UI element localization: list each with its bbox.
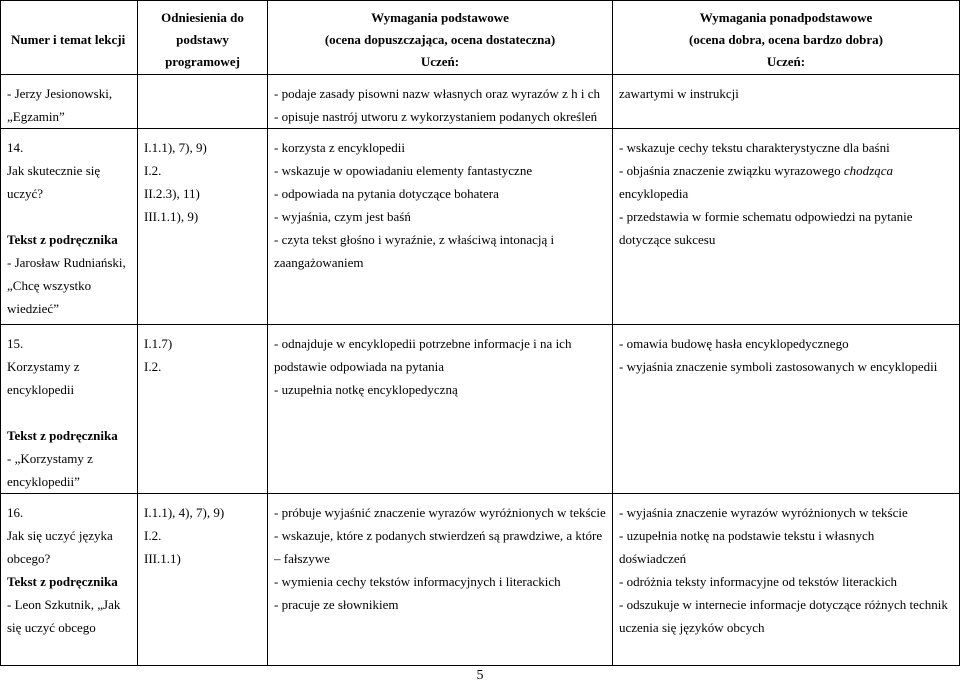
advanced-requirements-cell: zawartymi w instrukcji	[613, 75, 960, 129]
textbook-label: Tekst z podręcznika	[7, 428, 118, 443]
header-advanced-requirements: Wymagania ponadpodstawowe (ocena dobra, ocena bardzo dobra) Uczeń:	[613, 1, 960, 75]
curriculum-cell: I.1.1), 4), 7), 9) I.2. III.1.1)	[138, 494, 268, 666]
header-lesson-topic: Numer i temat lekcji	[1, 1, 138, 75]
table-row	[1, 494, 960, 666]
header-curriculum: Odniesienia do podstawy programowej	[138, 1, 268, 75]
header-basic-requirements: Wymagania podstawowe (ocena dopuszczająca, ocena dostateczna) Uczeń:	[268, 1, 613, 75]
lesson-cell: 16. Jak się uczyć języka obcego? Tekst z podręcznika - Leon Szkutnik, „Jak się uczyć obcego	[1, 494, 138, 666]
lesson-cell: 15. Korzystamy z encyklopedii Tekst z podręcznika - „Korzystamy z encyklopedii”	[1, 325, 138, 494]
curriculum-cell: I.1.7) I.2.	[138, 325, 268, 494]
page-number: 5	[476, 668, 484, 683]
table-row	[1, 129, 960, 325]
advanced-requirements-cell: - wyjaśnia znaczenie wyrazów wyróżnionych w tekście - uzupełnia notkę na podstawie tekstu i własnych doświadczeń - odróżnia teksty informacyjne od tekstów literackich - odszukuje w internecie informacje dotyczące różnych technik uczenia się języków obcych	[613, 494, 960, 666]
basic-requirements-cell: - odnajduje w encyklopedii potrzebne informacje i na ich podstawie odpowiada na pytania - uzupełnia notkę encyklopedyczną	[268, 325, 613, 494]
basic-requirements-cell: - podaje zasady pisowni nazw własnych oraz wyrazów z h i ch - opisuje nastrój utworu z wykorzystaniem podanych określeń	[268, 75, 613, 129]
advanced-requirements-cell: - omawia budowę hasła encyklopedycznego - wyjaśnia znaczenie symboli zastosowanych w encyklopedii	[613, 325, 960, 494]
basic-requirements-cell: - próbuje wyjaśnić znaczenie wyrazów wyróżnionych w tekście - wskazuje, które z podanych stwierdzeń są prawdziwe, a które – fałszywe - wymienia cechy tekstów informacyjnych i literackich - pracuje ze słownikiem	[268, 494, 613, 666]
table-row	[1, 325, 960, 494]
table-header-row	[1, 1, 960, 75]
curriculum-cell	[138, 75, 268, 129]
table-row	[1, 75, 960, 129]
textbook-label: Tekst z podręcznika	[7, 232, 118, 247]
advanced-requirements-cell: - wskazuje cechy tekstu charakterystyczne dla baśni - objaśnia znaczenie związku wyrazowego chodząca encyklopedia - przedstawia w formie schematu odpowiedzi na pytanie dotyczące sukcesu	[613, 129, 960, 325]
lesson-cell: - Jerzy Jesionowski, „Egzamin”	[1, 75, 138, 129]
textbook-label: Tekst z podręcznika	[7, 574, 118, 589]
curriculum-cell: I.1.1), 7), 9) I.2. II.2.3), 11) III.1.1), 9)	[138, 129, 268, 325]
lesson-cell: 14. Jak skutecznie się uczyć? Tekst z podręcznika - Jarosław Rudniański, „Chcę wszystko wiedzieć”	[1, 129, 138, 325]
basic-requirements-cell: - korzysta z encyklopedii - wskazuje w opowiadaniu elementy fantastyczne - odpowiada na pytania dotyczące bohatera - wyjaśnia, czym jest baśń - czyta tekst głośno i wyraźnie, z właściwą intonacją i zaangażowaniem	[268, 129, 613, 325]
